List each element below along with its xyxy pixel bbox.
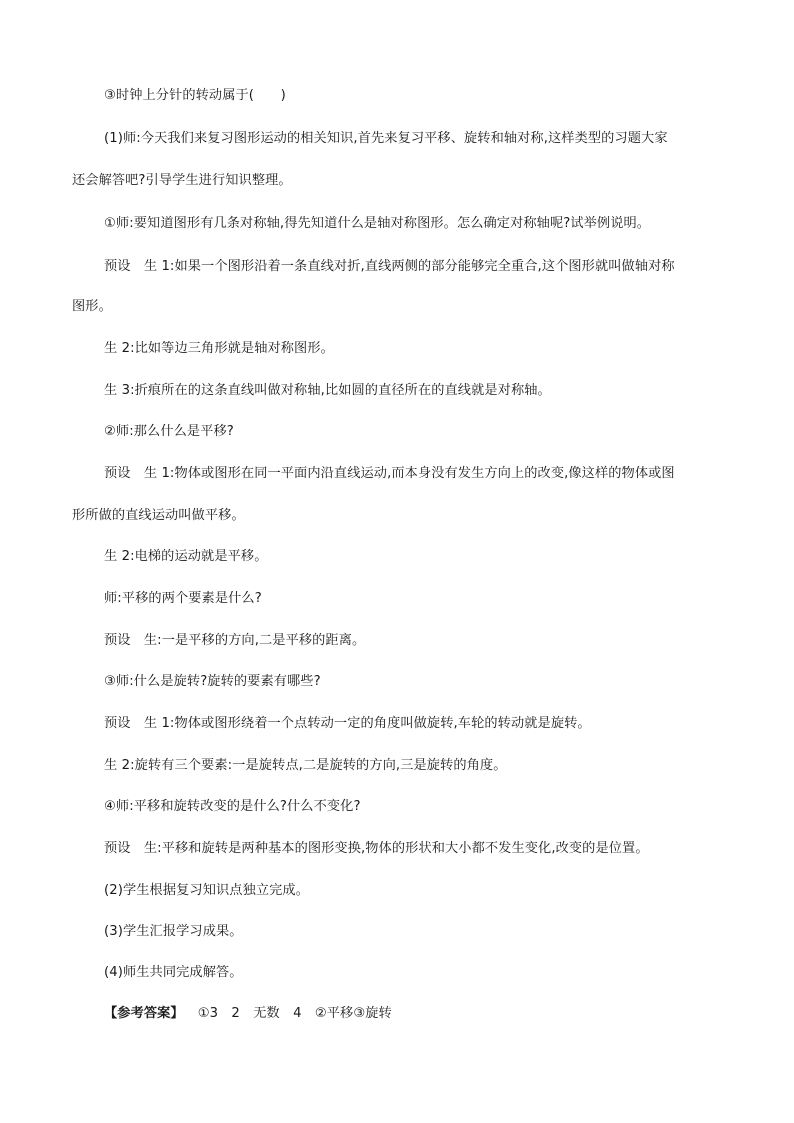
paragraph-step-4: (4)师生共同完成解答。 bbox=[104, 965, 243, 980]
paragraph-step-3: (3)学生汇报学习成果。 bbox=[104, 924, 243, 939]
paragraph-student1-translation-cont: 形所做的直线运动叫做平移。 bbox=[72, 508, 245, 523]
paragraph-student1-axis: 预设 生 1:如果一个图形沿着一条直线对折,直线两侧的部分能够完全重合,这个图形就叫做轴对称 bbox=[104, 259, 675, 274]
paragraph-student1-translation: 预设 生 1:物体或图形在同一平面内沿直线运动,而本身没有发生方向上的改变,像这样的物体或图 bbox=[104, 466, 675, 481]
reference-answer-label: 【参考答案】 bbox=[104, 1006, 184, 1021]
reference-answer-text: ①3 2 无数 4 ②平移③旋转 bbox=[197, 1006, 392, 1021]
paragraph-translation-elements-question: 师:平移的两个要素是什么? bbox=[104, 591, 262, 606]
paragraph-axis-question: ①师:要知道图形有几条对称轴,得先知道什么是轴对称图形。怎么确定对称轴呢?试举例说明。 bbox=[104, 216, 651, 231]
reference-answer bbox=[104, 1005, 392, 1023]
paragraph-question-3: ③时钟上分针的转动属于( ) bbox=[104, 88, 286, 103]
paragraph-student1-rotation: 预设 生 1:物体或图形绕着一个点转动一定的角度叫做旋转,车轮的转动就是旋转。 bbox=[104, 716, 591, 731]
paragraph-change-answer: 预设 生:平移和旋转是两种基本的图形变换,物体的形状和大小都不发生变化,改变的是位置。 bbox=[104, 841, 649, 856]
paragraph-translation-question: ②师:那么什么是平移? bbox=[104, 424, 234, 439]
paragraph-student2-rotation: 生 2:旋转有三个要素:一是旋转点,二是旋转的方向,三是旋转的角度。 bbox=[104, 758, 507, 773]
paragraph-student3-axis: 生 3:折痕所在的这条直线叫做对称轴,比如圆的直径所在的直线就是对称轴。 bbox=[104, 383, 551, 398]
paragraph-student2-axis: 生 2:比如等边三角形就是轴对称图形。 bbox=[104, 341, 334, 356]
paragraph-rotation-question: ③师:什么是旋转?旋转的要素有哪些? bbox=[104, 674, 321, 689]
paragraph-teacher-intro: (1)师:今天我们来复习图形运动的相关知识,首先来复习平移、旋转和轴对称,这样类型的习题大家 bbox=[104, 131, 668, 146]
paragraph-step-2: (2)学生根据复习知识点独立完成。 bbox=[104, 883, 310, 898]
paragraph-change-question: ④师:平移和旋转改变的是什么?什么不变化? bbox=[104, 799, 361, 814]
paragraph-translation-elements-answer: 预设 生:一是平移的方向,二是平移的距离。 bbox=[104, 633, 366, 648]
paragraph-teacher-intro-cont: 还会解答吧?引导学生进行知识整理。 bbox=[72, 173, 292, 188]
paragraph-student2-translation: 生 2:电梯的运动就是平移。 bbox=[104, 549, 268, 564]
paragraph-student1-axis-cont: 图形。 bbox=[72, 299, 112, 314]
